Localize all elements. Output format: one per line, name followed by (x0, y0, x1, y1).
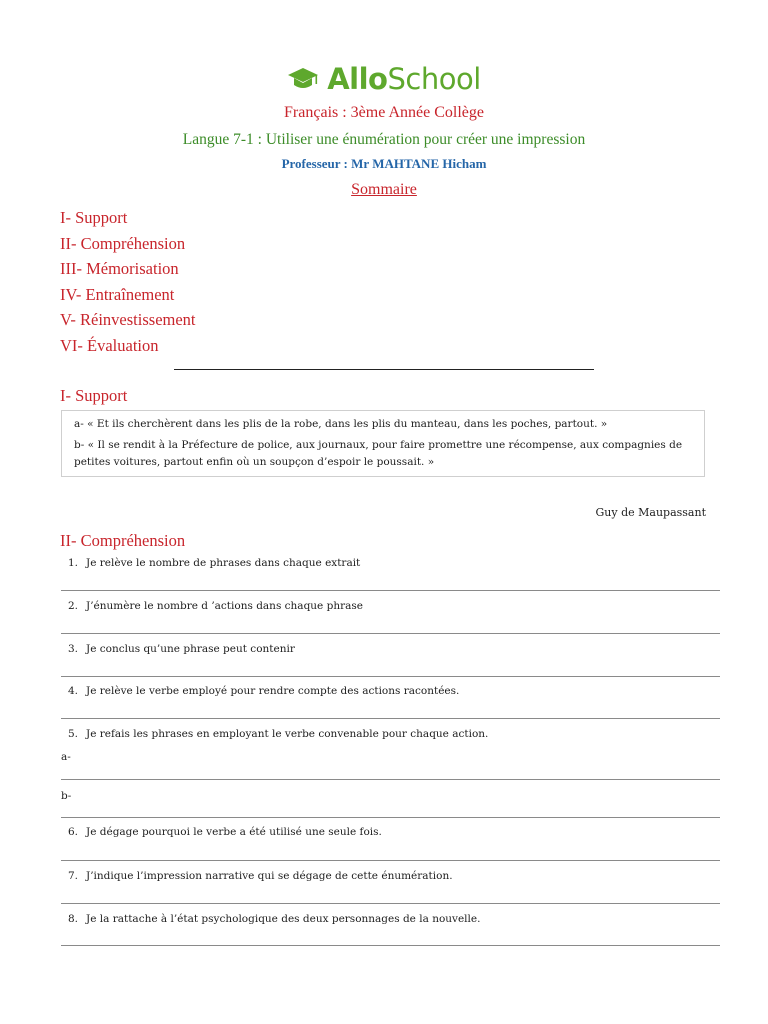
answer-line-5b[interactable] (61, 817, 720, 818)
question-5: 5. Je refais les phrases en employant le verbe convenable pour chaque action. (68, 728, 489, 740)
answer-label-b: b- (61, 790, 72, 802)
answer-line-2[interactable] (61, 633, 720, 634)
answer-line-8[interactable] (61, 945, 720, 946)
sommaire-title: Sommaire (351, 181, 417, 198)
logo-text: AlloSchool (327, 62, 481, 96)
support-extract-b: b- « Il se rendit à la Préfecture de police, aux journaux, pour faire promettre une récompense, aux compagnies de petites voitures, partout enfin où un soupçon d’espoir le poussait. » (74, 439, 683, 468)
toc-item-comprehension[interactable]: II- Compréhension (60, 233, 186, 253)
answer-line-7[interactable] (61, 903, 720, 904)
question-8: 8. Je la rattache à l’état psychologique des deux personnages de la nouvelle. (68, 913, 481, 925)
subject-title: Français : 3ème Année Collège (284, 104, 484, 121)
question-3: 3. Je conclus qu’une phrase peut contenir (68, 643, 295, 655)
answer-line-3[interactable] (61, 676, 720, 677)
support-extract-a: a- « Et ils cherchèrent dans les plis de la robe, dans les plis du manteau, dans les poches, partout. » (74, 418, 608, 430)
toc-item-evaluation[interactable]: VI- Évaluation (60, 335, 159, 355)
question-4: 4. Je relève le verbe employé pour rendre compte des actions racontées. (68, 685, 460, 697)
toc-item-support[interactable]: I- Support (60, 208, 128, 227)
answer-label-a: a- (61, 751, 71, 763)
graduation-cap-icon (287, 66, 319, 92)
question-1: 1. Je relève le nombre de phrases dans chaque extrait (68, 557, 361, 569)
author-name: Guy de Maupassant (595, 506, 706, 519)
comprehension-heading: II- Compréhension (60, 531, 186, 550)
support-box (61, 410, 705, 477)
toc-item-memorisation[interactable]: III- Mémorisation (60, 259, 179, 279)
lesson-title: Langue 7-1 : Utiliser une énumération pour créer une impression (182, 131, 586, 148)
answer-line-5a[interactable] (61, 779, 720, 780)
toc-item-reinvestissement[interactable]: V- Réinvestissement (60, 310, 196, 330)
answer-line-4[interactable] (61, 718, 720, 719)
divider (174, 369, 594, 370)
support-heading: I- Support (60, 386, 128, 405)
question-2: 2. J’énumère le nombre d ’actions dans chaque phrase (68, 600, 363, 612)
toc-item-entrainement[interactable]: IV- Entraînement (60, 284, 175, 304)
answer-line-6[interactable] (61, 860, 720, 861)
question-7: 7. J’indique l’impression narrative qui se dégage de cette énumération. (68, 870, 453, 882)
teacher-name: Professeur : Mr MAHTANE Hicham (281, 156, 487, 171)
answer-line-1[interactable] (61, 590, 720, 591)
alloschool-logo (0, 62, 768, 96)
table-of-contents (60, 205, 196, 359)
question-6: 6. Je dégage pourquoi le verbe a été utilisé une seule fois. (68, 826, 382, 838)
